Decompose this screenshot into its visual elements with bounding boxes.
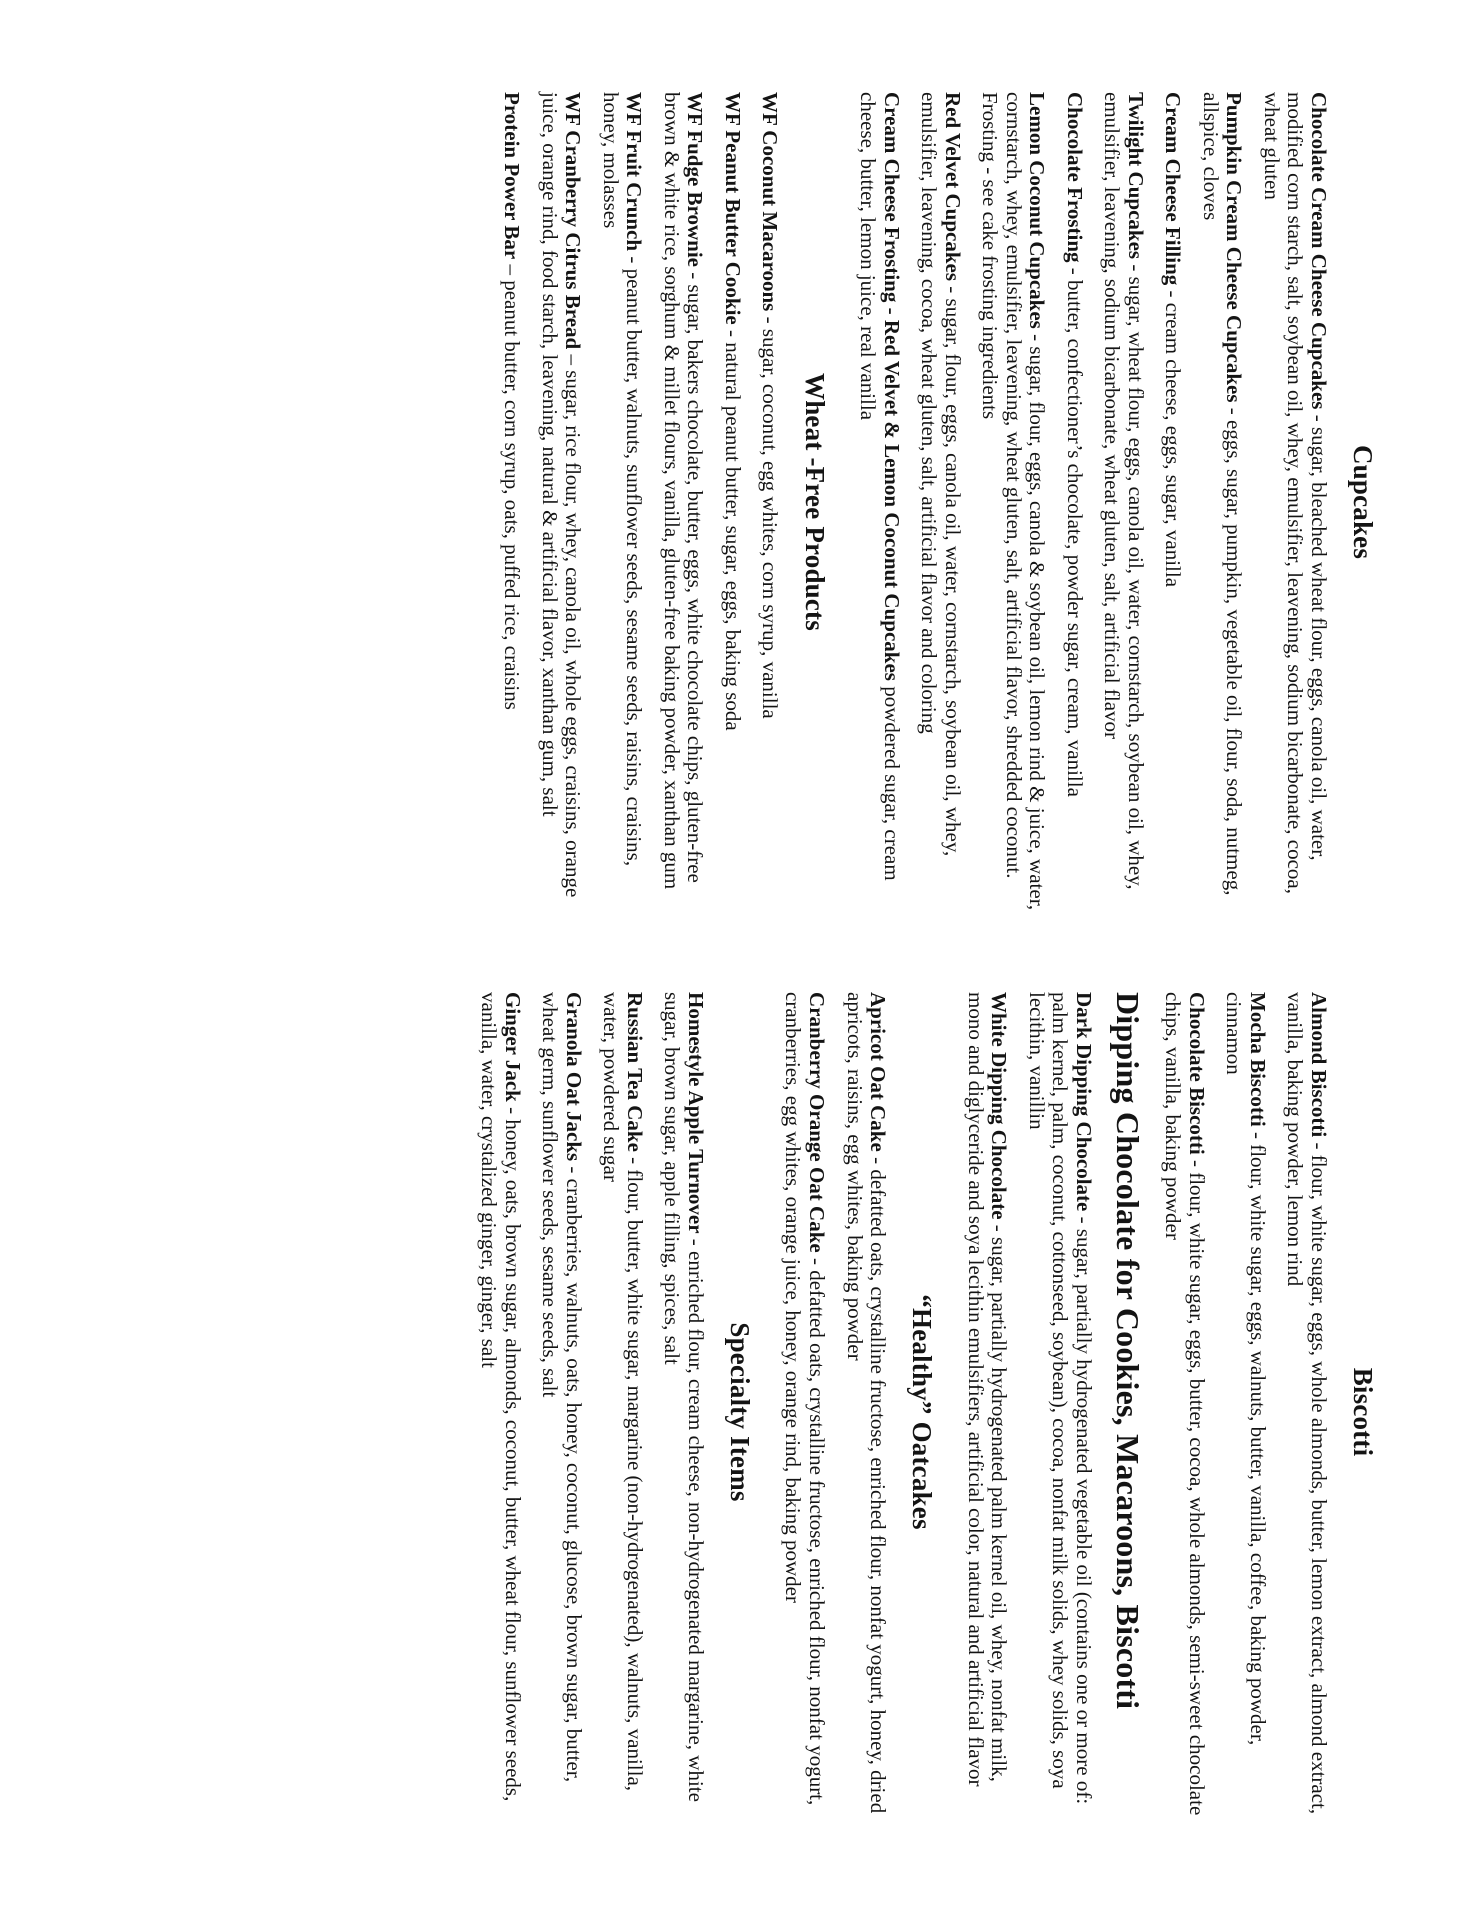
item-ingredients: sugar, rice flour, whey, canola oil, whole eggs, craisins, orange juice, orange rind, food starch, leavening, natural & artificial flavor, xanthan gum, salt (537, 92, 586, 898)
item-name: WF Peanut Butter Cookie (720, 92, 745, 325)
item-ingredients: sugar, flour, eggs, canola oil, water, cornstarch, soybean oil, whey, emulsifier, leavening, cocoa, wheat gluten, salt, artificial flavor and coloring (917, 92, 965, 857)
item-ingredients: honey, oats, brown sugar, almonds, coconut, butter, wheat flour, sunflower seeds, vanilla, water, crystalized ginger, ginger, salt (477, 992, 525, 1802)
ingredient-item (963, 992, 1010, 1832)
ingredient-item (1161, 992, 1208, 1832)
item-ingredients: flour, white sugar, eggs, walnuts, butter, vanilla, coffee, baking powder, cinnamon (1222, 992, 1270, 1746)
ingredient-item (917, 92, 964, 912)
ingredient-item (537, 92, 584, 912)
oatcakes-list (781, 992, 889, 1832)
item-separator: - (500, 1101, 525, 1120)
ingredient-item (659, 92, 706, 912)
item-separator: - (758, 311, 783, 329)
item-name: Cream Cheese Frosting - Red Velvet & Lemon Coconut Cupcakes (879, 92, 904, 681)
section-heading-oatcakes: “Healthy” Oatcakes (907, 1294, 938, 1530)
item-name: WF Fruit Crunch (622, 92, 647, 252)
item-ingredients: butter, confectioner’s chocolate, powder sugar, cream, vanilla (1062, 280, 1087, 797)
item-separator: – (561, 349, 586, 371)
item-ingredients: natural peanut butter, sugar, eggs, baking soda (720, 342, 745, 731)
item-ingredients: defatted oats, crystalline fructose, enriched flour, nonfat yogurt, cranberries, egg whites, orange juice, honey, orange rind, baking powder (781, 992, 829, 1806)
item-separator: - (720, 324, 745, 343)
ingredient-item (1024, 992, 1095, 1832)
ingredient-item (538, 992, 585, 1832)
item-name: WF Coconut Macaroons (758, 92, 783, 312)
ingredient-item (1161, 92, 1185, 912)
item-ingredients: powdered sugar, cream cheese, butter, lemon juice, real vanilla (856, 92, 904, 881)
item-ingredients: defatted oats, crystalline fructose, enriched flour, nonfat yogurt, honey, dried apricots, raisins, egg whites, baking powder (842, 992, 891, 1814)
item-name: Granola Oat Jacks (561, 992, 586, 1162)
item-ingredients: cream cheese, eggs, sugar, vanilla (1161, 302, 1186, 588)
item-name: Homestyle Apple Turnover (683, 992, 708, 1234)
ingredient-item (599, 992, 646, 1832)
ingredient-item (720, 92, 744, 912)
ingredient-item (781, 992, 828, 1832)
item-ingredients: eggs, sugar, pumpkin, vegetable oil, flour, soda, nutmeg, allspice, cloves (1198, 92, 1247, 896)
item-ingredients: sugar, partially hydrogenated palm kernel oil, whey, nonfat milk, mono and diglyceride and soya lecithin emulsifiers, artificial color, natural and artificial flavor (963, 992, 1012, 1787)
dipping-chocolate-list (963, 992, 1095, 1832)
biscotti-list (1161, 992, 1330, 1832)
item-ingredients: sugar, bakers chocolate, butter, eggs, white chocolate chips, gluten-free brown & white rice, sorghum & millet flours, vanilla, gluten-free baking powder, xanthan gum (659, 92, 708, 890)
item-ingredients: flour, white sugar, eggs, butter, cocoa, whole almonds, semi-sweet chocolate chips, vanilla, baking powder (1161, 992, 1209, 1816)
item-name: Protein Power Bar (500, 92, 525, 260)
section-heading-wheat-free: Wheat -Free Products (799, 373, 830, 631)
ingredient-item (477, 992, 524, 1832)
section-heading-specialty: Specialty Items (724, 1322, 755, 1502)
item-name: Chocolate Biscotti (1184, 992, 1209, 1155)
item-separator: - (940, 281, 965, 299)
item-separator: - (805, 1252, 829, 1271)
ingredient-item (1283, 992, 1330, 1832)
item-ingredients: sugar, flour, eggs, canola & soybean oil, lemon rind & juice, water, cornstarch, whey, emulsifier, leavening, wheat gluten, salt, artificial flavor, shredded coconut. Frosting - see cake frosting ingredients (978, 92, 1050, 911)
item-separator: - (1222, 402, 1247, 421)
ingredient-item (598, 92, 645, 912)
item-separator: - (683, 1233, 708, 1252)
item-separator: - (1184, 1154, 1209, 1173)
item-name: WF Fudge Brownie (683, 92, 708, 268)
left-column (486, 92, 1378, 912)
item-separator: - (1306, 1137, 1331, 1155)
ingredient-item (758, 92, 782, 912)
ingredient-item (1100, 92, 1147, 912)
ingredient-item (1062, 92, 1086, 912)
item-separator: - (561, 1161, 586, 1179)
item-separator: - (1025, 328, 1050, 347)
item-ingredients: cranberries, walnuts, oats, honey, coconut, glucose, brown sugar, butter, wheat germ, sunflower seeds, sesame seeds, salt (538, 992, 586, 1783)
item-name: Almond Biscotti (1306, 992, 1331, 1138)
right-column (463, 992, 1378, 1832)
section-heading-cupcakes: Cupcakes (1348, 444, 1378, 560)
specialty-list (477, 992, 707, 1832)
item-ingredients: peanut butter, corn syrup, oats, puffed rice, craisins (500, 280, 525, 710)
item-name: White Dipping Chocolate (987, 992, 1012, 1220)
item-name: Cranberry Orange Oat Cake (805, 992, 829, 1253)
item-name: Lemon Coconut Cupcakes (1025, 92, 1050, 329)
ingredient-item (842, 992, 889, 1832)
ingredient-item (1259, 92, 1330, 912)
item-ingredients: sugar, partially hydrogenated vegetable oil (contains one or more of: palm kernel, palm, coconut, cottonseed, soybean), cocoa, nonfat milk solids, whey solids, soya lecithin, vanillin (1024, 992, 1096, 1805)
item-name: Dark Dipping Chocolate (1071, 992, 1096, 1212)
item-name: Russian Tea Cake (622, 992, 647, 1152)
item-name: Ginger Jack (500, 992, 525, 1102)
item-separator: - (622, 1151, 647, 1170)
item-ingredients: sugar, wheat flour, eggs, canola oil, water, cornstarch, soybean oil, whey, emulsifier, leavening, sodium bicarbonate, wheat gluten, salt, artificial flavor (1100, 92, 1148, 890)
item-ingredients: peanut butter, walnuts, sunflower seeds, sesame seeds, raisins, craisins, honey, molasses (598, 92, 647, 867)
ingredient-item (660, 992, 707, 1832)
item-name: Apricot Oat Cake (866, 992, 891, 1152)
item-separator: - (1062, 262, 1087, 281)
wheat-free-list (500, 92, 782, 912)
item-ingredients: sugar, bleached wheat flour, eggs, canola oil, water, modified corn starch, salt, soybean oil, whey, emulsifier, leavening, sodium bicarbonate, cocoa, wheat gluten (1259, 92, 1331, 894)
item-name: Twilight Cupcakes (1123, 92, 1148, 260)
ingredient-item (856, 92, 903, 912)
ingredient-item (1198, 92, 1245, 912)
item-separator: - (1071, 1211, 1096, 1229)
item-separator: - (866, 1151, 891, 1170)
section-heading-dipping-chocolate: Dipping Chocolate for Cookies, Macaroons, Biscotti (1109, 992, 1146, 1710)
ingredient-item (978, 92, 1049, 912)
item-separator: - (1306, 409, 1331, 427)
ingredient-item (1222, 992, 1269, 1832)
item-name: Cream Cheese Filling (1161, 92, 1186, 286)
item-name: Chocolate Frosting (1062, 92, 1087, 263)
item-separator: - (987, 1219, 1012, 1238)
item-separator: - (683, 267, 708, 285)
item-name: WF Cranberry Citrus Bread (561, 92, 586, 350)
item-name: Red Velvet Cupcakes (940, 92, 965, 282)
item-name: Mocha Biscotti (1245, 992, 1270, 1127)
section-heading-biscotti: Biscotti (1348, 1367, 1378, 1457)
item-separator: – (500, 259, 525, 281)
item-ingredients: flour, white sugar, eggs, whole almonds, butter, lemon extract, almond extract, vanilla, baking powder, lemon rind (1283, 992, 1331, 1815)
item-separator: - (622, 251, 647, 269)
item-ingredients: sugar, coconut, egg whites, corn syrup, vanilla (758, 328, 783, 719)
item-separator: - (1161, 285, 1186, 303)
cupcakes-list (856, 92, 1330, 912)
item-name: Chocolate Cream Cheese Cupcakes (1306, 92, 1331, 410)
item-separator: - (1123, 259, 1148, 277)
item-name: Pumpkin Cream Cheese Cupcakes (1222, 92, 1247, 403)
item-separator: - (1245, 1126, 1270, 1145)
item-ingredients: flour, butter, white sugar, margarine (non-hydrogenated), walnuts, vanilla, water, powdered sugar (599, 992, 647, 1792)
item-ingredients: enriched flour, cream cheese, non-hydrogenated margarine, white sugar, brown sugar, apple filling, spices, salt (660, 992, 708, 1802)
ingredient-item (500, 92, 524, 912)
